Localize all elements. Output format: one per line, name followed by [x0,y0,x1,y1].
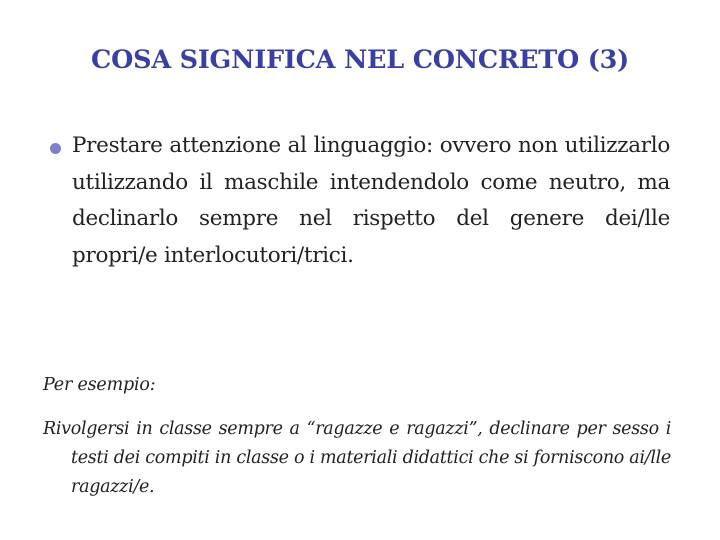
example-label: Per esempio: [43,375,156,395]
bullet-item [48,128,670,274]
bullet-text: Prestare attenzione al linguaggio: ovvero non utilizzarlo utilizzando il maschile intendendolo come neutro, ma declinarlo sempre nel rispetto del genere dei/lle propri/e interlocutori/trici. [72,133,670,268]
bullet-dot-icon [50,143,61,154]
example-text: Rivolgersi in classe sempre a “ragazze e ragazzi”, declinare per sesso i testi dei compiti in classe o i materiali didattici che si forniscono ai/lle ragazzi/e. [43,419,671,497]
slide-title: COSA SIGNIFICA NEL CONCRETO (3) [91,45,629,75]
